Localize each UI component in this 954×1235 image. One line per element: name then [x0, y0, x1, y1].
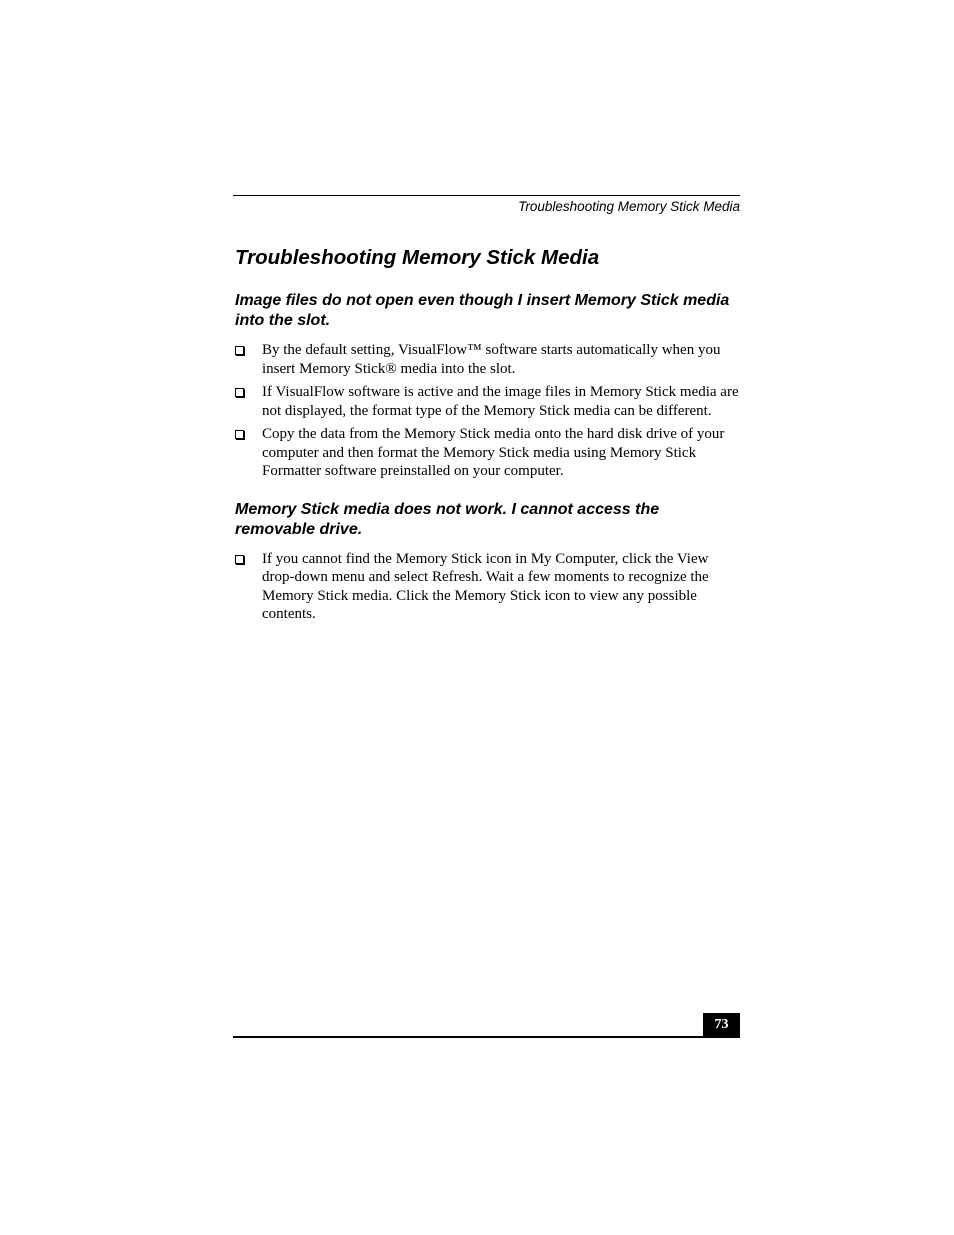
list-item — [235, 383, 740, 420]
checkbox-bullet-icon — [235, 346, 244, 355]
list-item — [235, 550, 740, 624]
checkbox-bullet-icon — [235, 388, 244, 397]
list-item-text: Copy the data from the Memory Stick media onto the hard disk drive of your computer and then format the Memory Stick media using Memory Stick Formatter software preinstalled on your computer. — [262, 426, 725, 479]
section-heading: Image files do not open even though I insert Memory Stick media into the slot. — [235, 292, 730, 329]
section-heading: Memory Stick media does not work. I cannot access the removable drive. — [235, 500, 660, 538]
list-item — [235, 341, 740, 378]
page-number: 73 — [703, 1013, 740, 1037]
header-rule — [233, 195, 740, 196]
checkbox-bullet-icon — [235, 555, 244, 564]
bullet-list — [235, 550, 740, 624]
list-item-text: If you cannot find the Memory Stick icon in My Computer, click the View drop-down menu and select Refresh. Wait a few moments to recognize the Memory Stick media. Click the Memory Stick icon to view any possible contents. — [262, 550, 709, 622]
page-title: Troubleshooting Memory Stick Media — [235, 246, 600, 269]
list-item-text: By the default setting, VisualFlow™ software starts automatically when you insert Memory Stick® media into the slot. — [262, 342, 721, 377]
footer-rule — [233, 1036, 740, 1038]
list-item-text: If VisualFlow software is active and the image files in Memory Stick media are not displayed, the format type of the Memory Stick media can be different. — [262, 384, 739, 419]
page-content — [235, 244, 740, 629]
bullet-list — [235, 341, 740, 481]
checkbox-bullet-icon — [235, 430, 244, 439]
running-header: Troubleshooting Memory Stick Media — [518, 199, 740, 214]
list-item — [235, 425, 740, 481]
